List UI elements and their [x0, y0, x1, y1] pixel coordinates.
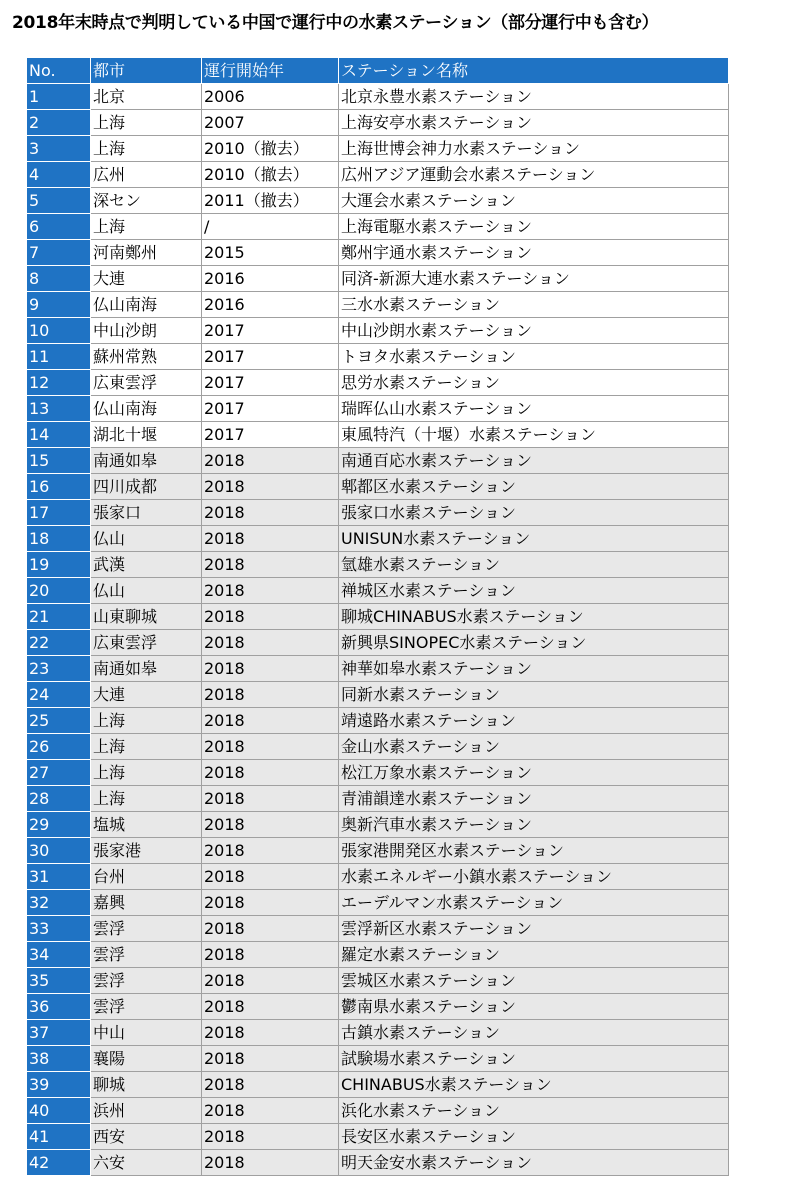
cell-no: 17 [27, 500, 91, 526]
cell-station-name: 張家港開発区水素ステーション [339, 838, 729, 864]
cell-no: 42 [27, 1150, 91, 1176]
cell-city: 台州 [91, 864, 202, 890]
cell-city: 武漢 [91, 552, 202, 578]
table-row [27, 994, 729, 1020]
cell-city: 西安 [91, 1124, 202, 1150]
cell-year: 2018 [202, 656, 339, 682]
cell-station-name: 明天金安水素ステーション [339, 1150, 729, 1176]
table-row [27, 812, 729, 838]
table-row [27, 942, 729, 968]
cell-city: 仏山南海 [91, 396, 202, 422]
cell-no: 39 [27, 1072, 91, 1098]
cell-station-name: 長安区水素ステーション [339, 1124, 729, 1150]
cell-city: 雲浮 [91, 994, 202, 1020]
cell-year: 2018 [202, 994, 339, 1020]
table-header-row [27, 58, 729, 84]
table-row [27, 526, 729, 552]
cell-year: 2018 [202, 1046, 339, 1072]
cell-city: 大連 [91, 266, 202, 292]
table-body [27, 84, 729, 1176]
cell-station-name: 北京永豊水素ステーション [339, 84, 729, 110]
cell-city: 湖北十堰 [91, 422, 202, 448]
table-row [27, 1150, 729, 1176]
table-row [27, 1046, 729, 1072]
cell-station-name: 上海電駆水素ステーション [339, 214, 729, 240]
cell-station-name: 上海安亭水素ステーション [339, 110, 729, 136]
table-row [27, 474, 729, 500]
cell-no: 20 [27, 578, 91, 604]
cell-station-name: 鄭州宇通水素ステーション [339, 240, 729, 266]
cell-year: 2018 [202, 812, 339, 838]
table-row [27, 188, 729, 214]
cell-station-name: 同済-新源大連水素ステーション [339, 266, 729, 292]
table-row [27, 292, 729, 318]
cell-year: 2018 [202, 552, 339, 578]
cell-station-name: 金山水素ステーション [339, 734, 729, 760]
cell-city: 雲浮 [91, 916, 202, 942]
cell-station-name: 張家口水素ステーション [339, 500, 729, 526]
cell-station-name: 氫雄水素ステーション [339, 552, 729, 578]
cell-city: 上海 [91, 214, 202, 240]
cell-station-name: トヨタ水素ステーション [339, 344, 729, 370]
cell-station-name: 同新水素ステーション [339, 682, 729, 708]
cell-year: 2007 [202, 110, 339, 136]
cell-no: 35 [27, 968, 91, 994]
cell-city: 雲浮 [91, 942, 202, 968]
cell-station-name: 奥新汽車水素ステーション [339, 812, 729, 838]
cell-city: 上海 [91, 708, 202, 734]
cell-city: 河南鄭州 [91, 240, 202, 266]
cell-city: 塩城 [91, 812, 202, 838]
cell-station-name: CHINABUS水素ステーション [339, 1072, 729, 1098]
cell-city: 北京 [91, 84, 202, 110]
cell-no: 8 [27, 266, 91, 292]
cell-year: 2015 [202, 240, 339, 266]
cell-year: 2010（撤去） [202, 136, 339, 162]
cell-city: 山東聊城 [91, 604, 202, 630]
cell-no: 5 [27, 188, 91, 214]
cell-year: 2018 [202, 890, 339, 916]
cell-no: 11 [27, 344, 91, 370]
cell-station-name: 聊城CHINABUS水素ステーション [339, 604, 729, 630]
table-row [27, 1072, 729, 1098]
cell-station-name: 松江万象水素ステーション [339, 760, 729, 786]
cell-year: 2006 [202, 84, 339, 110]
cell-city: 四川成都 [91, 474, 202, 500]
cell-no: 9 [27, 292, 91, 318]
cell-no: 15 [27, 448, 91, 474]
cell-year: 2018 [202, 1072, 339, 1098]
cell-city: 浜州 [91, 1098, 202, 1124]
cell-year: 2017 [202, 422, 339, 448]
cell-no: 14 [27, 422, 91, 448]
cell-no: 37 [27, 1020, 91, 1046]
table-row [27, 682, 729, 708]
cell-no: 32 [27, 890, 91, 916]
cell-no: 12 [27, 370, 91, 396]
cell-year: 2018 [202, 578, 339, 604]
cell-city: 南通如皋 [91, 656, 202, 682]
table-row [27, 708, 729, 734]
cell-city: 張家口 [91, 500, 202, 526]
cell-no: 38 [27, 1046, 91, 1072]
cell-no: 26 [27, 734, 91, 760]
cell-station-name: 羅定水素ステーション [339, 942, 729, 968]
cell-city: 仏山南海 [91, 292, 202, 318]
cell-no: 2 [27, 110, 91, 136]
cell-station-name: 浜化水素ステーション [339, 1098, 729, 1124]
cell-no: 40 [27, 1098, 91, 1124]
cell-no: 13 [27, 396, 91, 422]
cell-no: 31 [27, 864, 91, 890]
cell-year: 2017 [202, 318, 339, 344]
cell-year: 2018 [202, 1124, 339, 1150]
cell-year: 2018 [202, 786, 339, 812]
page-title: 2018年末時点で判明している中国で運行中の水素ステーション（部分運行中も含む） [12, 13, 659, 33]
cell-station-name: 東風特汽（十堰）水素ステーション [339, 422, 729, 448]
table-row [27, 890, 729, 916]
cell-year: 2017 [202, 396, 339, 422]
cell-city: 上海 [91, 136, 202, 162]
table-row [27, 656, 729, 682]
cell-year: 2018 [202, 708, 339, 734]
table-row [27, 630, 729, 656]
cell-no: 29 [27, 812, 91, 838]
cell-year: 2018 [202, 630, 339, 656]
table-row [27, 786, 729, 812]
cell-year: 2017 [202, 370, 339, 396]
cell-no: 7 [27, 240, 91, 266]
cell-station-name: 青浦韻達水素ステーション [339, 786, 729, 812]
cell-year: 2018 [202, 448, 339, 474]
cell-year: 2018 [202, 916, 339, 942]
cell-year: 2018 [202, 864, 339, 890]
table-row [27, 760, 729, 786]
cell-year: 2018 [202, 500, 339, 526]
table-row [27, 84, 729, 110]
cell-no: 23 [27, 656, 91, 682]
cell-no: 33 [27, 916, 91, 942]
cell-city: 仏山 [91, 526, 202, 552]
cell-station-name: 雲城区水素ステーション [339, 968, 729, 994]
cell-city: 広東雲浮 [91, 370, 202, 396]
table-row [27, 500, 729, 526]
cell-year: 2011（撤去） [202, 188, 339, 214]
cell-no: 1 [27, 84, 91, 110]
hydrogen-station-table [26, 57, 729, 1176]
cell-station-name: 思労水素ステーション [339, 370, 729, 396]
table-row [27, 318, 729, 344]
cell-no: 3 [27, 136, 91, 162]
table-row [27, 162, 729, 188]
cell-city: 上海 [91, 760, 202, 786]
cell-no: 4 [27, 162, 91, 188]
table-row [27, 734, 729, 760]
cell-station-name: 大運会水素ステーション [339, 188, 729, 214]
cell-station-name: 三水水素ステーション [339, 292, 729, 318]
cell-city: 嘉興 [91, 890, 202, 916]
cell-year: / [202, 214, 339, 240]
cell-station-name: 新興県SINOPEC水素ステーション [339, 630, 729, 656]
cell-no: 21 [27, 604, 91, 630]
table-row [27, 1020, 729, 1046]
cell-city: 聊城 [91, 1072, 202, 1098]
column-header-city: 都市 [91, 58, 202, 84]
cell-city: 蘇州常熟 [91, 344, 202, 370]
cell-year: 2018 [202, 1150, 339, 1176]
table-row [27, 396, 729, 422]
cell-station-name: 瑞晖仏山水素ステーション [339, 396, 729, 422]
cell-station-name: 南通百応水素ステーション [339, 448, 729, 474]
table-row [27, 604, 729, 630]
cell-city: 南通如皋 [91, 448, 202, 474]
column-header-station-name: ステーション名称 [339, 58, 729, 84]
cell-no: 28 [27, 786, 91, 812]
cell-station-name: 古鎮水素ステーション [339, 1020, 729, 1046]
cell-station-name: UNISUN水素ステーション [339, 526, 729, 552]
cell-city: 襄陽 [91, 1046, 202, 1072]
table-row [27, 1098, 729, 1124]
cell-city: 中山沙朗 [91, 318, 202, 344]
cell-no: 22 [27, 630, 91, 656]
cell-no: 24 [27, 682, 91, 708]
cell-no: 34 [27, 942, 91, 968]
cell-station-name: 上海世博会神力水素ステーション [339, 136, 729, 162]
cell-city: 張家港 [91, 838, 202, 864]
cell-year: 2010（撤去） [202, 162, 339, 188]
cell-city: 上海 [91, 110, 202, 136]
cell-station-name: 靖遠路水素ステーション [339, 708, 729, 734]
cell-city: 大連 [91, 682, 202, 708]
cell-year: 2016 [202, 266, 339, 292]
cell-station-name: 水素エネルギー小鎮水素ステーション [339, 864, 729, 890]
cell-city: 雲浮 [91, 968, 202, 994]
cell-year: 2016 [202, 292, 339, 318]
table-row [27, 136, 729, 162]
cell-city: 上海 [91, 786, 202, 812]
cell-no: 30 [27, 838, 91, 864]
cell-year: 2018 [202, 942, 339, 968]
cell-year: 2018 [202, 968, 339, 994]
cell-no: 25 [27, 708, 91, 734]
table-row [27, 266, 729, 292]
cell-year: 2018 [202, 682, 339, 708]
cell-city: 仏山 [91, 578, 202, 604]
table-row [27, 370, 729, 396]
cell-city: 広州 [91, 162, 202, 188]
cell-year: 2018 [202, 1020, 339, 1046]
cell-no: 16 [27, 474, 91, 500]
cell-no: 6 [27, 214, 91, 240]
cell-station-name: 禅城区水素ステーション [339, 578, 729, 604]
cell-station-name: 雲浮新区水素ステーション [339, 916, 729, 942]
cell-station-name: 神華如皋水素ステーション [339, 656, 729, 682]
column-header-no: No. [27, 58, 91, 84]
cell-no: 36 [27, 994, 91, 1020]
cell-station-name: 試験場水素ステーション [339, 1046, 729, 1072]
cell-no: 18 [27, 526, 91, 552]
cell-year: 2017 [202, 344, 339, 370]
table-row [27, 344, 729, 370]
cell-year: 2018 [202, 734, 339, 760]
table-row [27, 1124, 729, 1150]
table-row [27, 214, 729, 240]
cell-year: 2018 [202, 838, 339, 864]
cell-city: 中山 [91, 1020, 202, 1046]
cell-station-name: 鬱南県水素ステーション [339, 994, 729, 1020]
cell-year: 2018 [202, 474, 339, 500]
cell-no: 19 [27, 552, 91, 578]
cell-no: 10 [27, 318, 91, 344]
table-row [27, 916, 729, 942]
table-row [27, 864, 729, 890]
table-row [27, 578, 729, 604]
table-row [27, 110, 729, 136]
table-row [27, 422, 729, 448]
cell-city: 上海 [91, 734, 202, 760]
cell-no: 27 [27, 760, 91, 786]
cell-station-name: 広州アジア運動会水素ステーション [339, 162, 729, 188]
cell-no: 41 [27, 1124, 91, 1150]
cell-city: 広東雲浮 [91, 630, 202, 656]
cell-city: 深セン [91, 188, 202, 214]
cell-year: 2018 [202, 526, 339, 552]
cell-station-name: 郫都区水素ステーション [339, 474, 729, 500]
cell-station-name: エーデルマン水素ステーション [339, 890, 729, 916]
table-row [27, 448, 729, 474]
cell-station-name: 中山沙朗水素ステーション [339, 318, 729, 344]
cell-year: 2018 [202, 604, 339, 630]
table-row [27, 968, 729, 994]
column-header-year: 運行開始年 [202, 58, 339, 84]
cell-year: 2018 [202, 1098, 339, 1124]
cell-year: 2018 [202, 760, 339, 786]
table-row [27, 552, 729, 578]
table-row [27, 838, 729, 864]
table-row [27, 240, 729, 266]
cell-city: 六安 [91, 1150, 202, 1176]
